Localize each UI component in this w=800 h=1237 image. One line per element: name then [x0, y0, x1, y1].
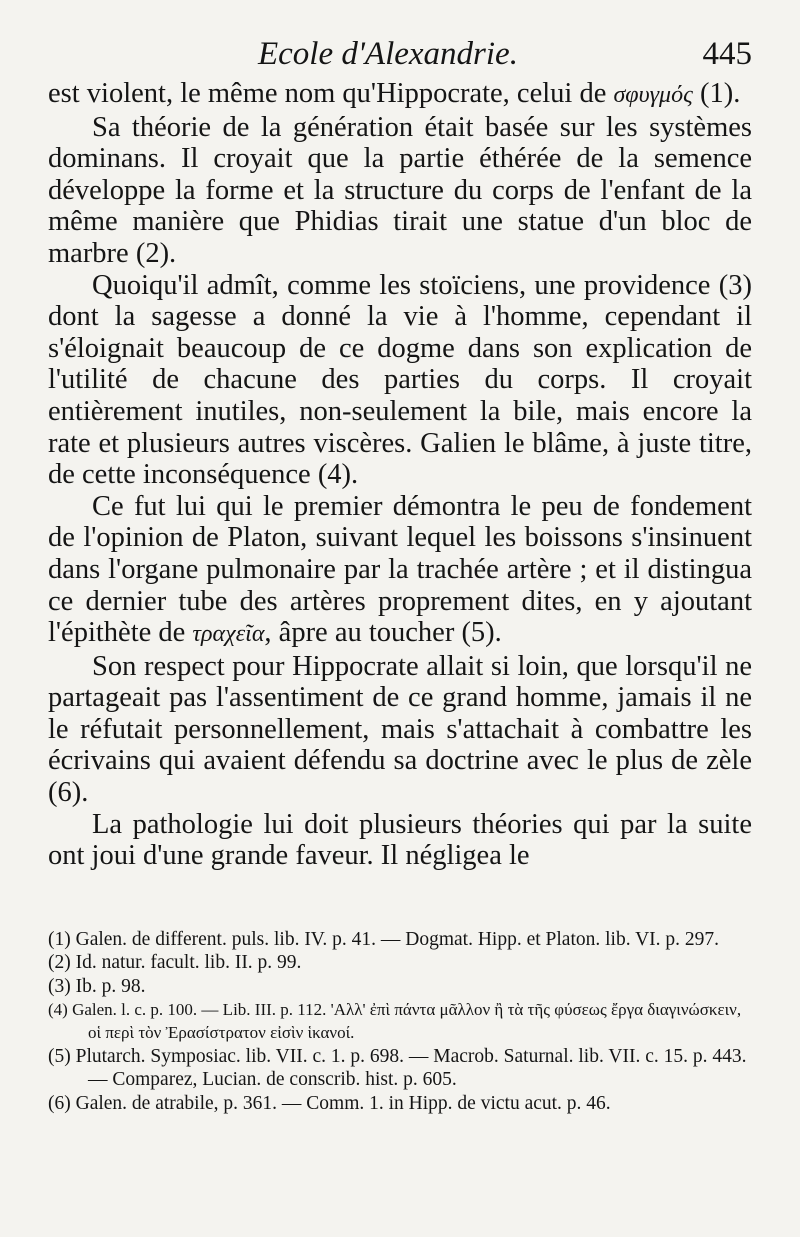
running-title: Ecole d'Alexandrie.	[258, 36, 518, 72]
footnote: (2) Id. natur. facult. lib. II. p. 99.	[48, 952, 302, 974]
page-header	[48, 36, 752, 78]
paragraph-tail: (1).	[692, 78, 741, 109]
paragraph	[48, 651, 752, 809]
greek-word: τραχεῖα	[192, 621, 265, 648]
paragraph	[48, 809, 752, 872]
paragraph-text: Quoiqu'il admît, comme les stoïciens, une providence (3) dont la sagesse a donné la vie à l'homme, cependant il s'éloignait beaucoup de ce dogme dans son explication de l'utilité de chacune des parties du corps. Il croyait entièrement inutiles, non-seulement la bile, mais encore la rate et plusieurs autres viscères. Galien le blâme, à juste titre, de cette inconséquence (4).	[48, 269, 752, 491]
footnote: (1) Galen. de different. puls. lib. IV. p. 41. — Dogmat. Hipp. et Platon. lib. VI. p. 297.	[48, 928, 720, 950]
paragraph	[48, 112, 752, 270]
footnote: (6) Galen. de atrabile, p. 361. — Comm. 1. in Hipp. de victu acut. p. 46.	[48, 1092, 611, 1114]
paragraph	[48, 78, 752, 112]
paragraph-text: La pathologie lui doit plusieurs théories qui par la suite ont joui d'une grande faveur. Il négligea le	[48, 808, 752, 872]
footnote: (5) Plutarch. Symposiac. lib. VII. c. 1. p. 698. — Macrob. Saturnal. lib. VII. c. 15. p. 443. — Comparez, Lucian. de conscrib. hist. p. 605.	[48, 1045, 747, 1091]
paragraph-tail: , âpre au toucher (5).	[264, 617, 502, 649]
paragraph-text: Ce fut lui qui le premier démontra le peu de fondement de l'opinion de Platon, suivant lequel les boissons s'insinuent dans l'organe pulmonaire par la trachée artère ; et il distingua ce dernier tube des artères proprement dites, en y ajoutant l'épithète de	[48, 490, 752, 649]
footnote: (3) Ib. p. 98.	[48, 975, 146, 997]
paragraph-text: Sa théorie de la génération était basée sur les systèmes dominans. Il croyait que la partie éthérée de la semence développe la forme et la structure du corps de l'enfant de la même manière que Phidias tirait une statue d'un bloc de marbre (2).	[48, 111, 752, 269]
body-text	[48, 78, 752, 872]
footnotes	[48, 928, 752, 1115]
greek-word: σφυγμός	[613, 82, 693, 108]
paragraph	[48, 270, 752, 491]
footnote: (4) Galen. l. c. p. 100. — Lib. III. p. 112. 'Αλλ' ἐπὶ πάντα μᾶλλον ἢ τὰ τῆς φύσεως ἔργα διαγινώσκειν, οἱ περὶ τὸν Ἐρασίστρατον εἰσὶν ἱκανοί.	[48, 1000, 742, 1043]
page-number: 445	[702, 36, 752, 72]
paragraph-text: est violent, le même nom qu'Hippocrate, celui de	[48, 78, 607, 109]
paragraph	[48, 491, 752, 651]
paragraph-text: Son respect pour Hippocrate allait si loin, que lorsqu'il ne partageait pas l'assentiment de ce grand homme, jamais il ne le réfutait personnellement, mais s'attachait à combattre les écrivains qui avaient défendu sa doctrine avec le plus de zèle (6).	[48, 650, 752, 809]
